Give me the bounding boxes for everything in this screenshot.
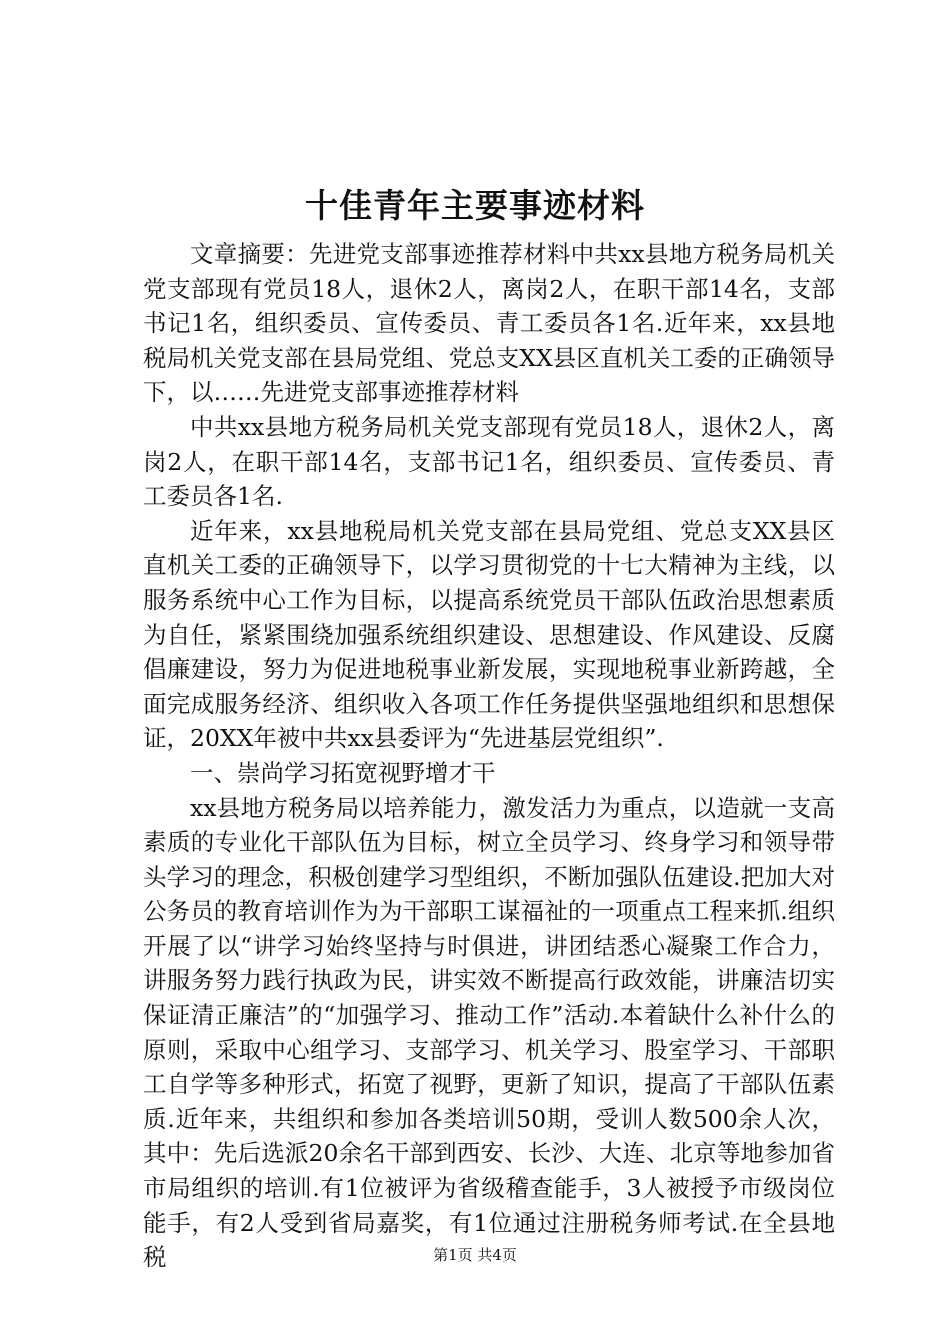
body-paragraph: 近年来，xx县地税局机关党支部在县局党组、党总支XX县区直机关工委的正确领导下，以学习贯彻党的十七大精神为主线，以服务系统中心工作为目标，以提高系统党员干部队伍政治思想素质为自任，紧紧围绕加强系统组织建设、思想建设、作风建设、反腐倡廉建设，努力为促进地税事业新发展，实现地税事业新跨越，全面完成服务经济、组织收入各项工作任务提供坚强地组织和思想保证，20XX年被中共xx县委评为“先进基层党组织”. [143, 516, 835, 753]
document-title: 十佳青年主要事迹材料 [305, 186, 645, 225]
body-paragraph: xx县地方税务局以培养能力，激发活力为重点，以造就一支高素质的专业化干部队伍为目标，树立全员学习、终身学习和领导带头学习的理念，积极创建学习型组织，不断加强队伍建设.把加大对公务员的教育培训作为为干部职工谋福祉的一项重点工程来抓.组织开展了以“讲学习始终坚持与时俱进，讲团结悉心凝聚工作合力，讲服务努力践行执政为民，讲实效不断提高行政效能，讲廉洁切实保证清正廉洁”的“加强学习、推动工作”活动.本着缺什么补什么的原则，采取中心组学习、支部学习、机关学习、股室学习、干部职工自学等多种形式，拓宽了视野，更新了知识，提高了干部队伍素质.近年来，共组织和参加各类培训50期，受训人数500余人次，其中：先后选派20余名干部到西安、长沙、大连、北京等地参加省市局组织的培训.有1位被评为省级稽查能手，3人被授予市级岗位能手，有2人受到省局嘉奖，有1位通过注册税务师考试.在全县地税 [143, 793, 835, 1272]
document-body [143, 237, 835, 1275]
section-heading: 一、崇尚学习拓宽视野增才干 [190, 758, 496, 787]
abstract-paragraph: 文章摘要：先进党支部事迹推荐材料中共xx县地方税务局机关党支部现有党员18人，退休2人，离岗2人，在职干部14名，支部书记1名，组织委员、宣传委员、青工委员各1名.近年来，xx县地税局机关党支部在县局党组、党总支XX县区直机关工委的正确领导下，以……先进党支部事迹推荐材料 [143, 240, 835, 407]
page-footer: 第1页 共4页 [433, 1246, 517, 1264]
body-paragraph: 中共xx县地方税务局机关党支部现有党员18人，退休2人，离岗2人，在职干部14名，支部书记1名，组织委员、宣传委员、青工委员各1名. [143, 412, 835, 511]
